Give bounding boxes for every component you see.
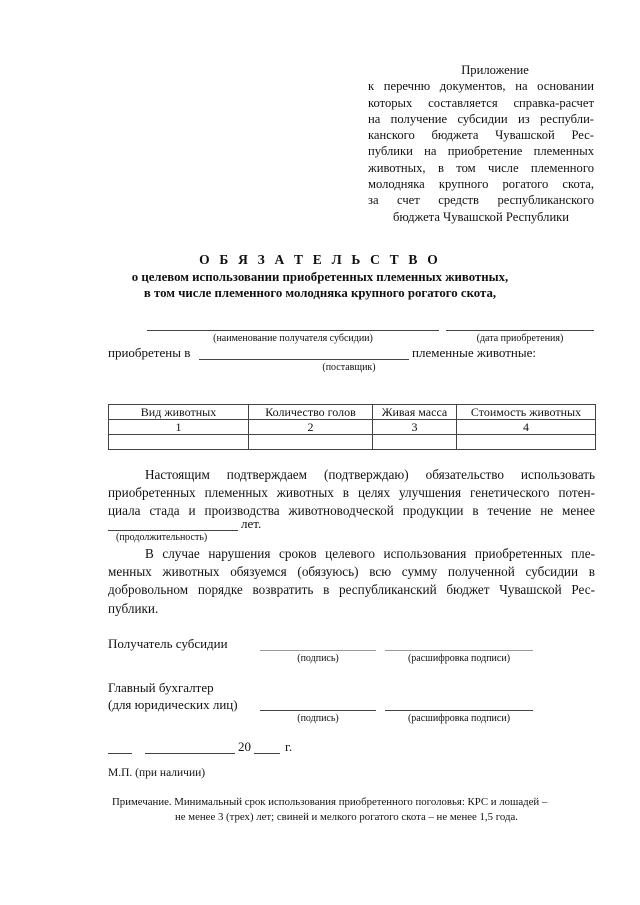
note-line: не менее 3 (трех) лет; свиней и мелкого рогатого скота – не менее 1,5 года. xyxy=(175,810,518,823)
decode-caption: (расшифровка подписи) xyxy=(407,653,511,664)
footnote xyxy=(112,795,602,824)
paragraph-line: циала стада и производства животноводческой продукции в течение не менее xyxy=(108,503,595,519)
acquisition-date-field[interactable] xyxy=(446,330,594,331)
table-cell[interactable] xyxy=(109,435,249,450)
number-cell: 1 xyxy=(109,420,249,435)
number-cell: 3 xyxy=(373,420,457,435)
commitment-paragraph xyxy=(108,466,595,521)
table-number-row xyxy=(109,420,596,435)
accountant-sublabel: (для юридических лиц) xyxy=(108,697,238,712)
table-cell[interactable] xyxy=(249,435,373,450)
appendix-line: молодняка крупного рогатого скота, xyxy=(368,177,594,192)
accountant-label: Главный бухгалтер xyxy=(108,680,214,695)
years-suffix: лет. xyxy=(241,516,262,531)
document-title: О Б Я З А Т Е Л Ь С Т В О xyxy=(199,252,441,267)
supplier-caption: (поставщик) xyxy=(322,362,376,373)
supplier-field[interactable] xyxy=(199,359,409,360)
date-month-field[interactable] xyxy=(145,753,235,754)
paragraph-line: менных животных обязуемся (обязуюсь) всю сумму полученной субсидии в xyxy=(108,564,595,580)
number-cell: 4 xyxy=(457,420,596,435)
appendix-line: публики на приобретение племенных xyxy=(368,144,594,159)
accountant-signature-field[interactable] xyxy=(260,710,376,711)
recipient-name-field[interactable] xyxy=(147,330,439,331)
table-cell[interactable] xyxy=(457,435,596,450)
header-cell: Вид животных xyxy=(109,405,249,420)
number-cell: 2 xyxy=(249,420,373,435)
signature-caption: (подпись) xyxy=(297,713,339,724)
appendix-line: которых составляется справка-расчет xyxy=(368,95,594,110)
subtitle-line: в том числе племенного молодняка крупного рогатого скота, xyxy=(143,286,497,300)
recipient-caption: (наименование получателя субсидии) xyxy=(213,333,373,344)
accountant-decode-field[interactable] xyxy=(385,710,533,711)
appendix-line: канского бюджета Чувашской Рес- xyxy=(368,128,594,143)
year-suffix: г. xyxy=(285,739,293,754)
year-prefix: 20 xyxy=(238,739,251,754)
duration-caption: (продолжительность) xyxy=(116,532,208,543)
date-year-field[interactable] xyxy=(254,753,280,754)
date-caption: (дата приобретения) xyxy=(476,333,564,344)
appendix-line: бюджета Чувашской Республики xyxy=(392,209,570,224)
appendix-title: Приложение xyxy=(461,63,529,77)
subtitle-line: о целевом использовании приобретенных племенных животных, xyxy=(131,270,509,284)
paragraph-line: Настоящим подтверждаем (подтверждаю) обязательство использовать xyxy=(145,467,595,482)
appendix-block xyxy=(368,62,594,225)
animals-table xyxy=(108,404,596,450)
decode-caption: (расшифровка подписи) xyxy=(407,713,511,724)
refund-paragraph xyxy=(108,545,595,618)
acquired-prefix: приобретены в xyxy=(108,345,191,360)
stamp-label: М.П. (при наличии) xyxy=(108,767,206,779)
recipient-decode-field[interactable] xyxy=(385,650,533,651)
table-cell[interactable] xyxy=(373,435,457,450)
header-cell: Количество голов xyxy=(249,405,373,420)
recipient-signature-field[interactable] xyxy=(260,650,376,651)
appendix-line: к перечню документов, на основании xyxy=(368,79,594,94)
duration-field[interactable] xyxy=(108,530,238,531)
date-day-field[interactable] xyxy=(108,753,132,754)
recipient-label: Получатель субсидии xyxy=(108,636,228,651)
signature-caption: (подпись) xyxy=(297,653,339,664)
table-header-row xyxy=(109,405,596,420)
table-row xyxy=(109,435,596,450)
appendix-line: животных, в том числе племенного xyxy=(368,160,594,175)
header-cell: Живая масса xyxy=(373,405,457,420)
paragraph-line: приобретенных племенных животных в целях улучшения генетического потен- xyxy=(108,485,595,501)
paragraph-line: В случае нарушения сроков целевого использования приобретенных пле- xyxy=(145,546,595,561)
appendix-line: за счет средств республиканского xyxy=(368,193,594,208)
document-subtitle xyxy=(0,269,640,301)
paragraph-line: публики. xyxy=(108,600,159,616)
paragraph-line: добровольном порядке возвратить в республиканский бюджет Чувашской Рес- xyxy=(108,582,595,598)
note-line: Примечание. Минимальный срок использования приобретенного поголовья: КРС и лошадей – xyxy=(112,796,548,808)
header-cell: Стоимость животных xyxy=(457,405,596,420)
appendix-line: на получение субсидии из республи- xyxy=(368,111,594,126)
acquired-suffix: племенные животные: xyxy=(412,345,536,360)
